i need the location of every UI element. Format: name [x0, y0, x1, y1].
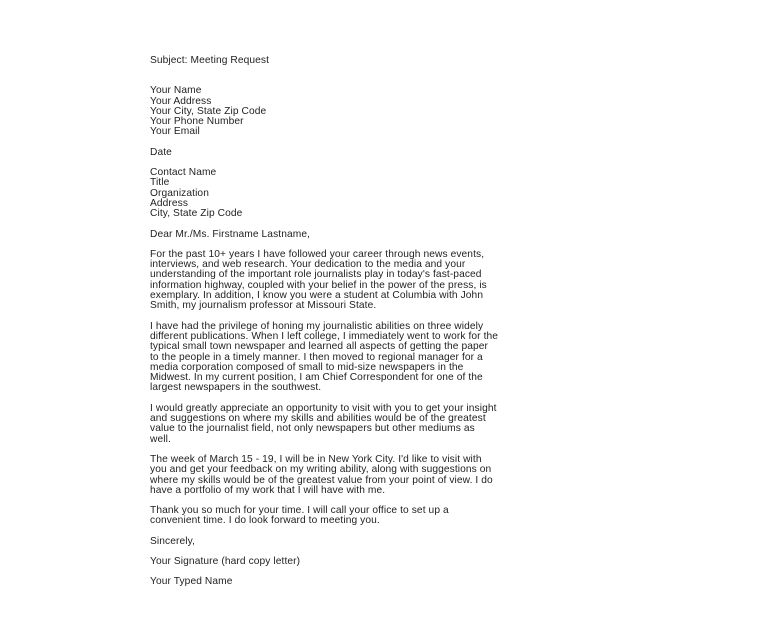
sender-line: Your City, State Zip Code: [150, 105, 267, 117]
body-paragraph-5: [150, 506, 634, 527]
paragraph-line: largest newspapers in the southwest.: [150, 382, 322, 394]
sender-line: Your Phone Number: [150, 116, 244, 128]
recipient-line: Contact Name: [150, 167, 217, 179]
paragraph-line: I would greatly appreciate an opportunity to visit with you to get your insight: [150, 402, 497, 414]
sender-address-block: [150, 86, 634, 137]
paragraph-line: I have had the privilege of honing my journalistic abilities on three widely: [150, 320, 484, 332]
paragraph-line: convenient time. I do look forward to meeting you.: [150, 515, 380, 527]
body-paragraph-2: [150, 322, 634, 394]
paragraph-line: well.: [150, 433, 171, 445]
paragraph-line: typical small town newspaper and learned all aspects of getting the paper: [150, 341, 489, 353]
typed-name: Your Typed Name: [150, 576, 233, 588]
closing: Sincerely,: [150, 535, 195, 547]
sender-line: Your Name: [150, 85, 202, 97]
salutation: Dear Mr./Ms. Firstname Lastname,: [150, 228, 311, 240]
recipient-line: Title: [150, 177, 170, 189]
paragraph-line: exemplary. In addition, I know you were a student at Columbia with John: [150, 290, 484, 302]
paragraph-line: different publications. When I left college, I immediately went to work for the: [150, 330, 499, 342]
recipient-address-block: [150, 168, 634, 219]
paragraph-line: have a portfolio of my work that I will have with me.: [150, 484, 386, 496]
body-paragraph-1: [150, 250, 634, 312]
paragraph-line: For the past 10+ years I have followed your career through news events,: [150, 248, 485, 260]
paragraph-line: information highway, coupled with your belief in the power of the press, is: [150, 279, 487, 291]
paragraph-line: Midwest. In my current position, I am Chief Correspondent for one of the: [150, 372, 483, 384]
paragraph-line: value to the journalist field, not only newspapers but other mediums as: [150, 423, 475, 435]
paragraph-line: and suggestions on where my skills and abilities would be of the greatest: [150, 413, 486, 425]
sender-line: Your Email: [150, 126, 200, 138]
paragraph-line: where my skills would be of the greatest value from your point of view. I do: [150, 474, 493, 486]
body-paragraph-4: [150, 455, 634, 496]
recipient-line: City, State Zip Code: [150, 208, 243, 220]
subject-line: Subject: Meeting Request: [150, 55, 270, 66]
body-paragraph-3: [150, 404, 634, 445]
date-line: Date: [150, 146, 172, 158]
letter-page: [150, 56, 634, 588]
recipient-line: Organization: [150, 187, 209, 199]
paragraph-line: The week of March 15 - 19, I will be in New York City. I'd like to visit with: [150, 453, 482, 465]
paragraph-line: understanding of the important role journalists play in today's fast-paced: [150, 269, 482, 281]
paragraph-line: to the people in a timely manner. I then moved to regional manager for a: [150, 351, 483, 363]
signature: Your Signature (hard copy letter): [150, 555, 301, 567]
paragraph-line: you and get your feedback on my writing ability, along with suggestions on: [150, 464, 492, 476]
paragraph-line: Thank you so much for your time. I will call your office to set up a: [150, 505, 449, 517]
paragraph-line: Smith, my journalism professor at Missouri State.: [150, 300, 377, 312]
paragraph-line: media corporation composed of small to mid-size newspapers in the: [150, 361, 464, 373]
sender-line: Your Address: [150, 95, 212, 107]
paragraph-line: interviews, and web research. Your dedication to the media and your: [150, 259, 466, 271]
recipient-line: Address: [150, 197, 189, 209]
